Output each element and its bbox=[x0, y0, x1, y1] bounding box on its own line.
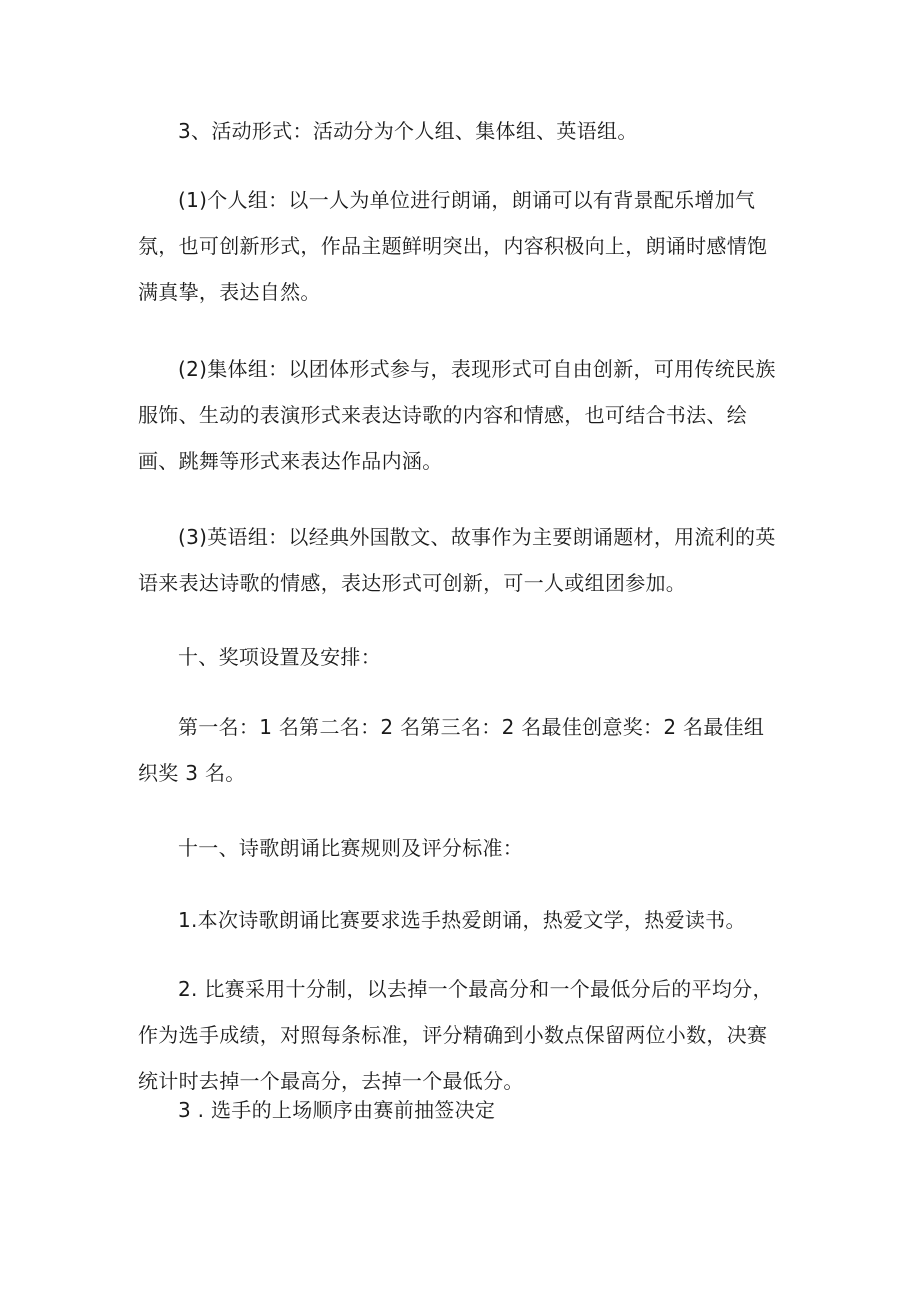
rule-2-paragraph: 2. 比赛采用十分制，以去掉一个最高分和一个最低分后的平均分，作为选手成绩，对照每条标准，评分精确到小数点保留两位小数，决赛统计时去掉一个最高分，去掉一个最低分。 bbox=[138, 977, 773, 1093]
rule-1-paragraph: 1.本次诗歌朗诵比赛要求选手热爱朗诵，热爱文学，热爱读书。 bbox=[178, 908, 746, 932]
awards-heading: 十、奖项设置及安排： bbox=[178, 645, 381, 669]
rule-3-paragraph: 3 . 选手的上场顺序由赛前抽签决定 bbox=[178, 1098, 496, 1122]
activity-format-paragraph: 3、活动形式：活动分为个人组、集体组、英语组。 bbox=[178, 119, 638, 143]
rules-heading: 十一、诗歌朗诵比赛规则及评分标准： bbox=[178, 836, 524, 860]
collective-group-paragraph: (2)集体组：以团体形式参与，表现形式可自由创新，可用传统民族服饰、生动的表演形式来表达诗歌的内容和情感，也可结合书法、绘画、跳舞等形式来表达作品内涵。 bbox=[138, 357, 776, 473]
individual-group-paragraph: (1)个人组：以一人为单位进行朗诵，朗诵可以有背景配乐增加气氛，也可创新形式，作品主题鲜明突出，内容积极向上，朗诵时感情饱满真挚，表达自然。 bbox=[138, 188, 768, 304]
english-group-paragraph: (3)英语组：以经典外国散文、故事作为主要朗诵题材，用流利的英语来表达诗歌的情感，表达形式可创新，可一人或组团参加。 bbox=[138, 525, 776, 595]
awards-list-paragraph: 第一名：1 名第二名：2 名第三名：2 名最佳创意奖：2 名最佳组织奖 3 名。 bbox=[138, 715, 765, 785]
